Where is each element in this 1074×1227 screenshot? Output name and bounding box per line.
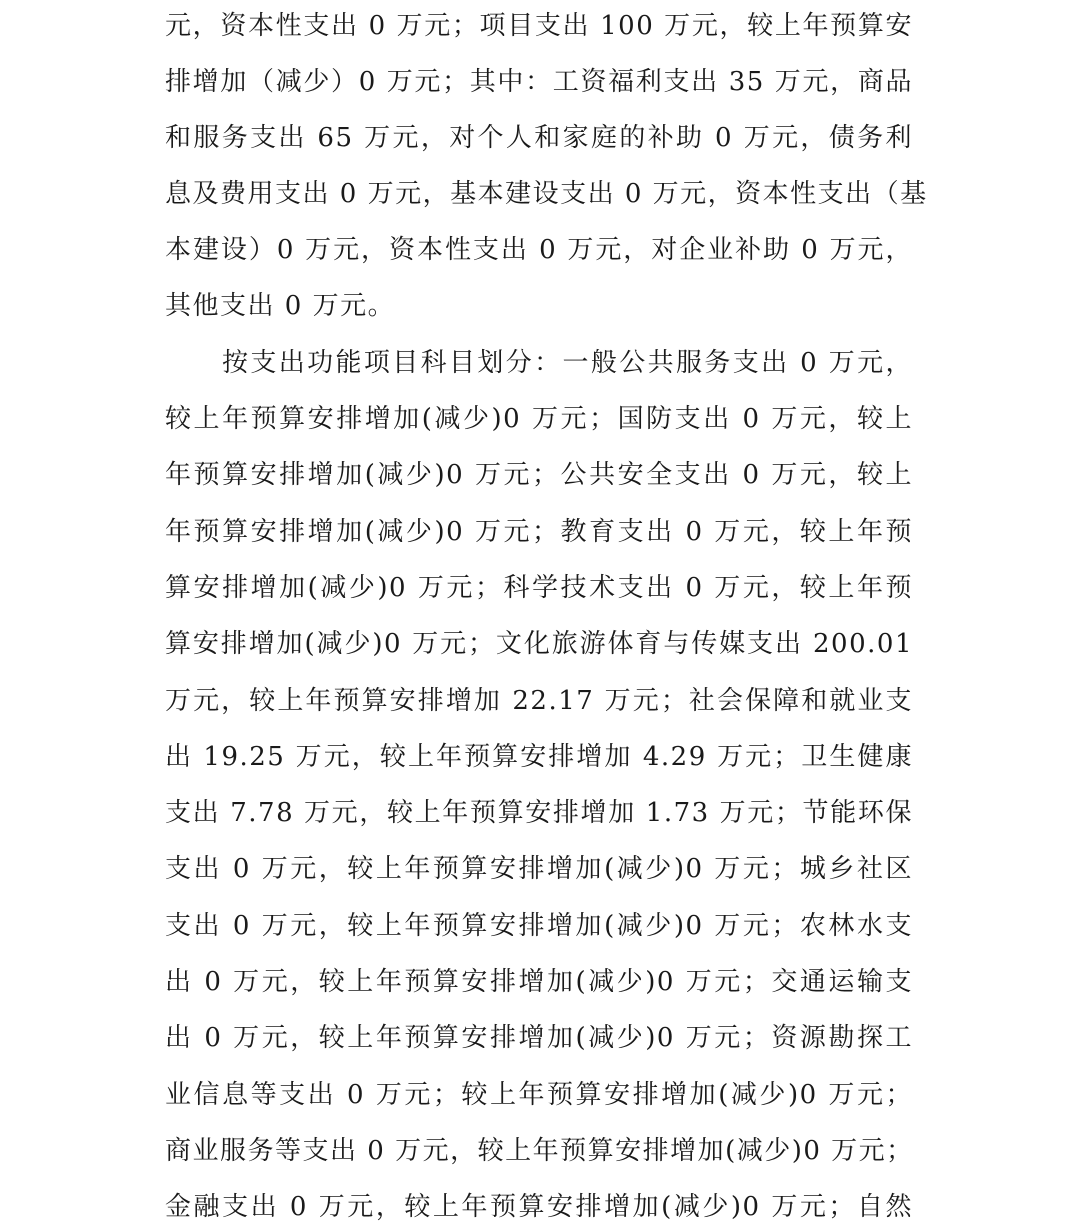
paragraph-1-line-4: 息及费用支出 0 万元，基本建设支出 0 万元，资本性支出（基 (165, 179, 928, 209)
paragraph-2-line-13: 出 0 万元，较上年预算安排增加(减少)0 万元；资源勘探工 (165, 1023, 913, 1053)
paragraph-1-line-3: 和服务支出 65 万元，对个人和家庭的补助 0 万元，债务利 (165, 123, 913, 153)
paragraph-2-line-9: 支出 7.78 万元，较上年预算安排增加 1.73 万元；节能环保 (165, 798, 913, 828)
paragraph-2-line-16: 金融支出 0 万元，较上年预算安排增加(减少)0 万元；自然 (165, 1192, 913, 1222)
paragraph-2-line-3: 年预算安排增加(减少)0 万元；公共安全支出 0 万元，较上 (165, 460, 913, 490)
paragraph-1-line-1: 元，资本性支出 0 万元；项目支出 100 万元，较上年预算安 (165, 11, 913, 41)
paragraph-2-line-5: 算安排增加(减少)0 万元；科学技术支出 0 万元，较上年预 (165, 573, 913, 603)
paragraph-2-line-7: 万元，较上年预算安排增加 22.17 万元；社会保障和就业支 (165, 686, 913, 716)
paragraph-2-line-2: 较上年预算安排增加(减少)0 万元；国防支出 0 万元，较上 (165, 404, 913, 434)
paragraph-1-line-5: 本建设）0 万元，资本性支出 0 万元，对企业补助 0 万元， (165, 235, 913, 265)
paragraph-2-line-11: 支出 0 万元，较上年预算安排增加(减少)0 万元；农林水支 (165, 911, 913, 941)
paragraph-2-line-6: 算安排增加(减少)0 万元；文化旅游体育与传媒支出 200.01 (165, 629, 913, 659)
paragraph-2-line-8: 出 19.25 万元，较上年预算安排增加 4.29 万元；卫生健康 (165, 742, 913, 772)
paragraph-2-line-1: 按支出功能项目科目划分：一般公共服务支出 0 万元， (222, 348, 913, 378)
paragraph-2-line-4: 年预算安排增加(减少)0 万元；教育支出 0 万元，较上年预 (165, 517, 913, 547)
paragraph-2-line-14: 业信息等支出 0 万元；较上年预算安排增加(减少)0 万元； (165, 1080, 913, 1110)
paragraph-2-line-15: 商业服务等支出 0 万元，较上年预算安排增加(减少)0 万元； (165, 1136, 914, 1166)
paragraph-1-line-6: 其他支出 0 万元。 (165, 291, 396, 321)
paragraph-2-line-12: 出 0 万元，较上年预算安排增加(减少)0 万元；交通运输支 (165, 967, 913, 997)
paragraph-2-line-10: 支出 0 万元，较上年预算安排增加(减少)0 万元；城乡社区 (165, 854, 913, 884)
paragraph-1-line-2: 排增加（减少）0 万元；其中：工资福利支出 35 万元，商品 (165, 67, 913, 97)
